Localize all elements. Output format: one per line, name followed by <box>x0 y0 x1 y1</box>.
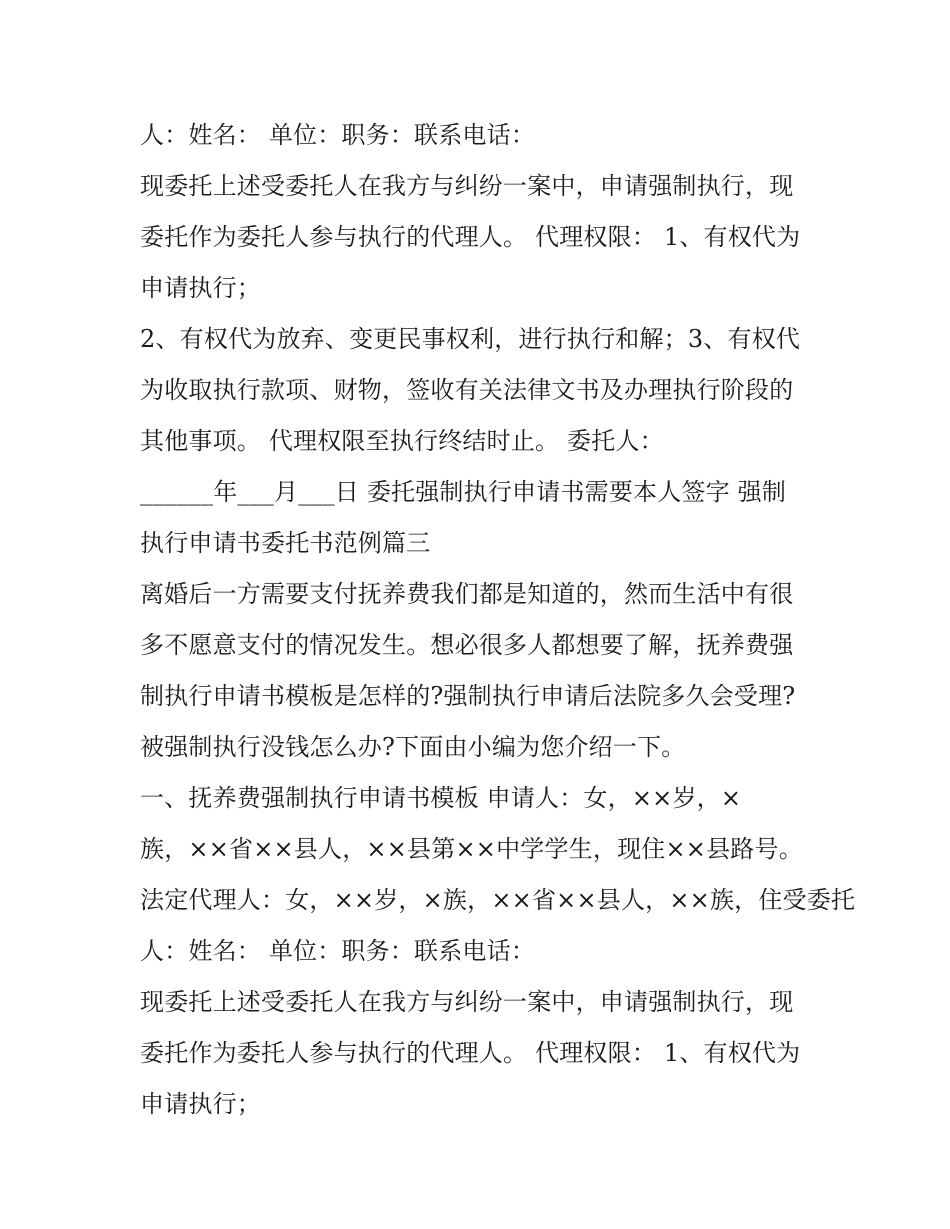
text-line: 离婚后一方需要支付抚养费我们都是知道的，然而生活中有很 <box>140 580 794 608</box>
text-line: 为收取执行款项、财物，签收有关法律文书及办理执行阶段的 <box>140 376 794 404</box>
text-line: 委托作为委托人参与执行的代理人。 代理权限： 1、有权代为 <box>140 1039 801 1067</box>
text-line: 一、抚养费强制执行申请书模板 申请人：女，××岁，× <box>140 784 742 812</box>
text-line: 现委托上述受委托人在我方与纠纷一案中，申请强制执行，现 <box>140 988 794 1016</box>
text-line: 族，××省××县人，××县第××中学学生，现住××县路号。 <box>140 835 803 863</box>
text-line: 制执行申请书模板是怎样的?强制执行申请后法院多久会受理? <box>140 682 796 710</box>
text-line: ______年___月___日 委托强制执行申请书需要本人签字 强制 <box>140 478 787 506</box>
text-line: 人：姓名： 单位：职务：联系电话： <box>140 937 536 965</box>
text-line: 2、有权代为放弃、变更民事权利，进行执行和解；3、有权代 <box>140 325 801 353</box>
text-line: 多不愿意支付的情况发生。想必很多人都想要了解，抚养费强 <box>140 631 794 659</box>
text-line: 其他事项。 代理权限至执行终结时止。 委托人： <box>140 427 664 455</box>
text-line: 法定代理人：女，××岁，×族，××省××县人，××族，住受委托 <box>140 886 856 914</box>
text-line: 人：姓名： 单位：职务：联系电话： <box>140 121 536 149</box>
text-line: 申请执行； <box>140 1090 261 1118</box>
text-line: 申请执行； <box>140 274 261 302</box>
text-line: 被强制执行没钱怎么办?下面由小编为您介绍一下。 <box>140 733 686 761</box>
text-line: 委托作为委托人参与执行的代理人。 代理权限： 1、有权代为 <box>140 223 801 251</box>
document-body <box>140 110 856 1130</box>
text-line: 现委托上述受委托人在我方与纠纷一案中，申请强制执行，现 <box>140 172 794 200</box>
text-line: 执行申请书委托书范例篇三 <box>140 529 431 557</box>
